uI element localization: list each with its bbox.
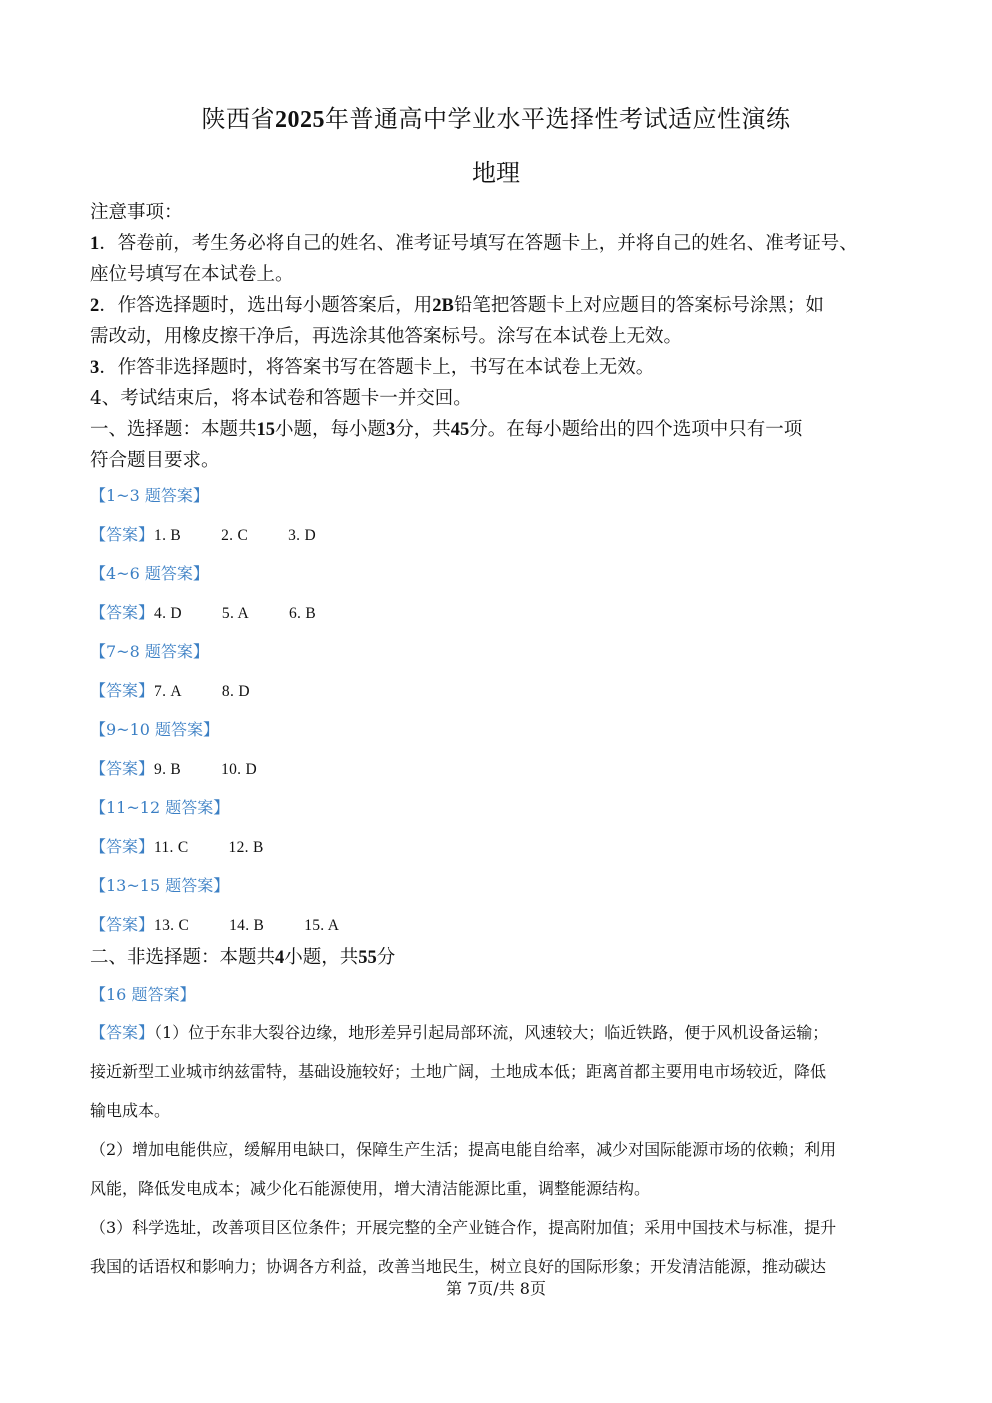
q16-answer-2: （2）增加电能供应，缓解用电缺口，保障生产生活；提高电能自给率，减少对国际能源市场的依赖；利用 <box>90 1140 837 1159</box>
section-1-heading: 一、选择题：本题共15小题，每小题3分，共45分。在每小题给出的四个选项中只有一项 <box>90 419 803 440</box>
subject-title: 地理 <box>472 159 520 187</box>
answer-group-label: 【9~10 题答案】 <box>90 720 220 739</box>
section-2-heading: 二、非选择题：本题共4小题，共55分 <box>90 947 396 968</box>
answer-row: 【答案】9. B 10. D <box>90 759 258 778</box>
page-title: 陕西省2025年普通高中学业水平选择性考试适应性演练 <box>201 105 791 133</box>
answer-row: 【答案】13. C 14. B 15. A <box>90 915 340 934</box>
answer-row: 【答案】7. A 8. D <box>90 681 250 700</box>
notice-item-3: 3．作答非选择题时，将答案书写在答题卡上，书写在本试卷上无效。 <box>90 357 655 378</box>
q16-answer-1: 【答案】（1）位于东非大裂谷边缘，地形差异引起局部环流，风速较大；临近铁路，便于风机设备运输； <box>90 1023 829 1042</box>
notice-item-1-cont: 座位号填写在本试卷上。 <box>90 264 294 285</box>
answer-group-label: 【7~8 题答案】 <box>90 642 209 661</box>
answer-row: 【答案】4. D 5. A 6. B <box>90 603 317 622</box>
notice-item-1: 1．答卷前，考生务必将自己的姓名、准考证号填写在答题卡上，并将自己的姓名、准考证号、 <box>90 233 858 254</box>
q16-label: 【16 题答案】 <box>90 985 196 1004</box>
notice-item-2-cont: 需改动，用橡皮擦干净后，再选涂其他答案标号。涂写在本试卷上无效。 <box>90 326 683 347</box>
notice-item-2: 2．作答选择题时，选出每小题答案后，用2B铅笔把答题卡上对应题目的答案标号涂黑；如 <box>90 295 824 316</box>
answer-row: 【答案】11. C 12. B <box>90 837 264 856</box>
page-footer: 第 7页/共 8页 <box>446 1279 546 1298</box>
q16-answer-2-cont: 风能，降低发电成本；减少化石能源使用，增大清洁能源比重，调整能源结构。 <box>90 1179 651 1198</box>
answer-group-label: 【11~12 题答案】 <box>90 798 230 817</box>
section-1-heading-cont: 符合题目要求。 <box>90 450 220 471</box>
answer-group-label: 【13~15 题答案】 <box>90 876 230 895</box>
answer-group-label: 【4~6 题答案】 <box>90 564 209 583</box>
notice-heading: 注意事项： <box>90 202 183 223</box>
notice-item-4: 4、考试结束后，将本试卷和答题卡一并交回。 <box>90 388 472 409</box>
q16-answer-1-cont: 输电成本。 <box>90 1101 171 1120</box>
q16-answer-3: （3）科学选址，改善项目区位条件；开展完整的全产业链合作，提高附加值；采用中国技术与标准，提升 <box>90 1218 837 1237</box>
answer-row: 【答案】1. B 2. C 3. D <box>90 525 317 544</box>
answer-group-label: 【1~3 题答案】 <box>90 486 209 505</box>
q16-answer-1-cont: 接近新型工业城市纳兹雷特，基础设施较好；土地广阔，土地成本低；距离首都主要用电市场较近，降低 <box>90 1062 827 1081</box>
q16-answer-3-cont: 我国的话语权和影响力；协调各方利益，改善当地民生，树立良好的国际形象；开发清洁能源，推动碳达 <box>90 1257 827 1276</box>
